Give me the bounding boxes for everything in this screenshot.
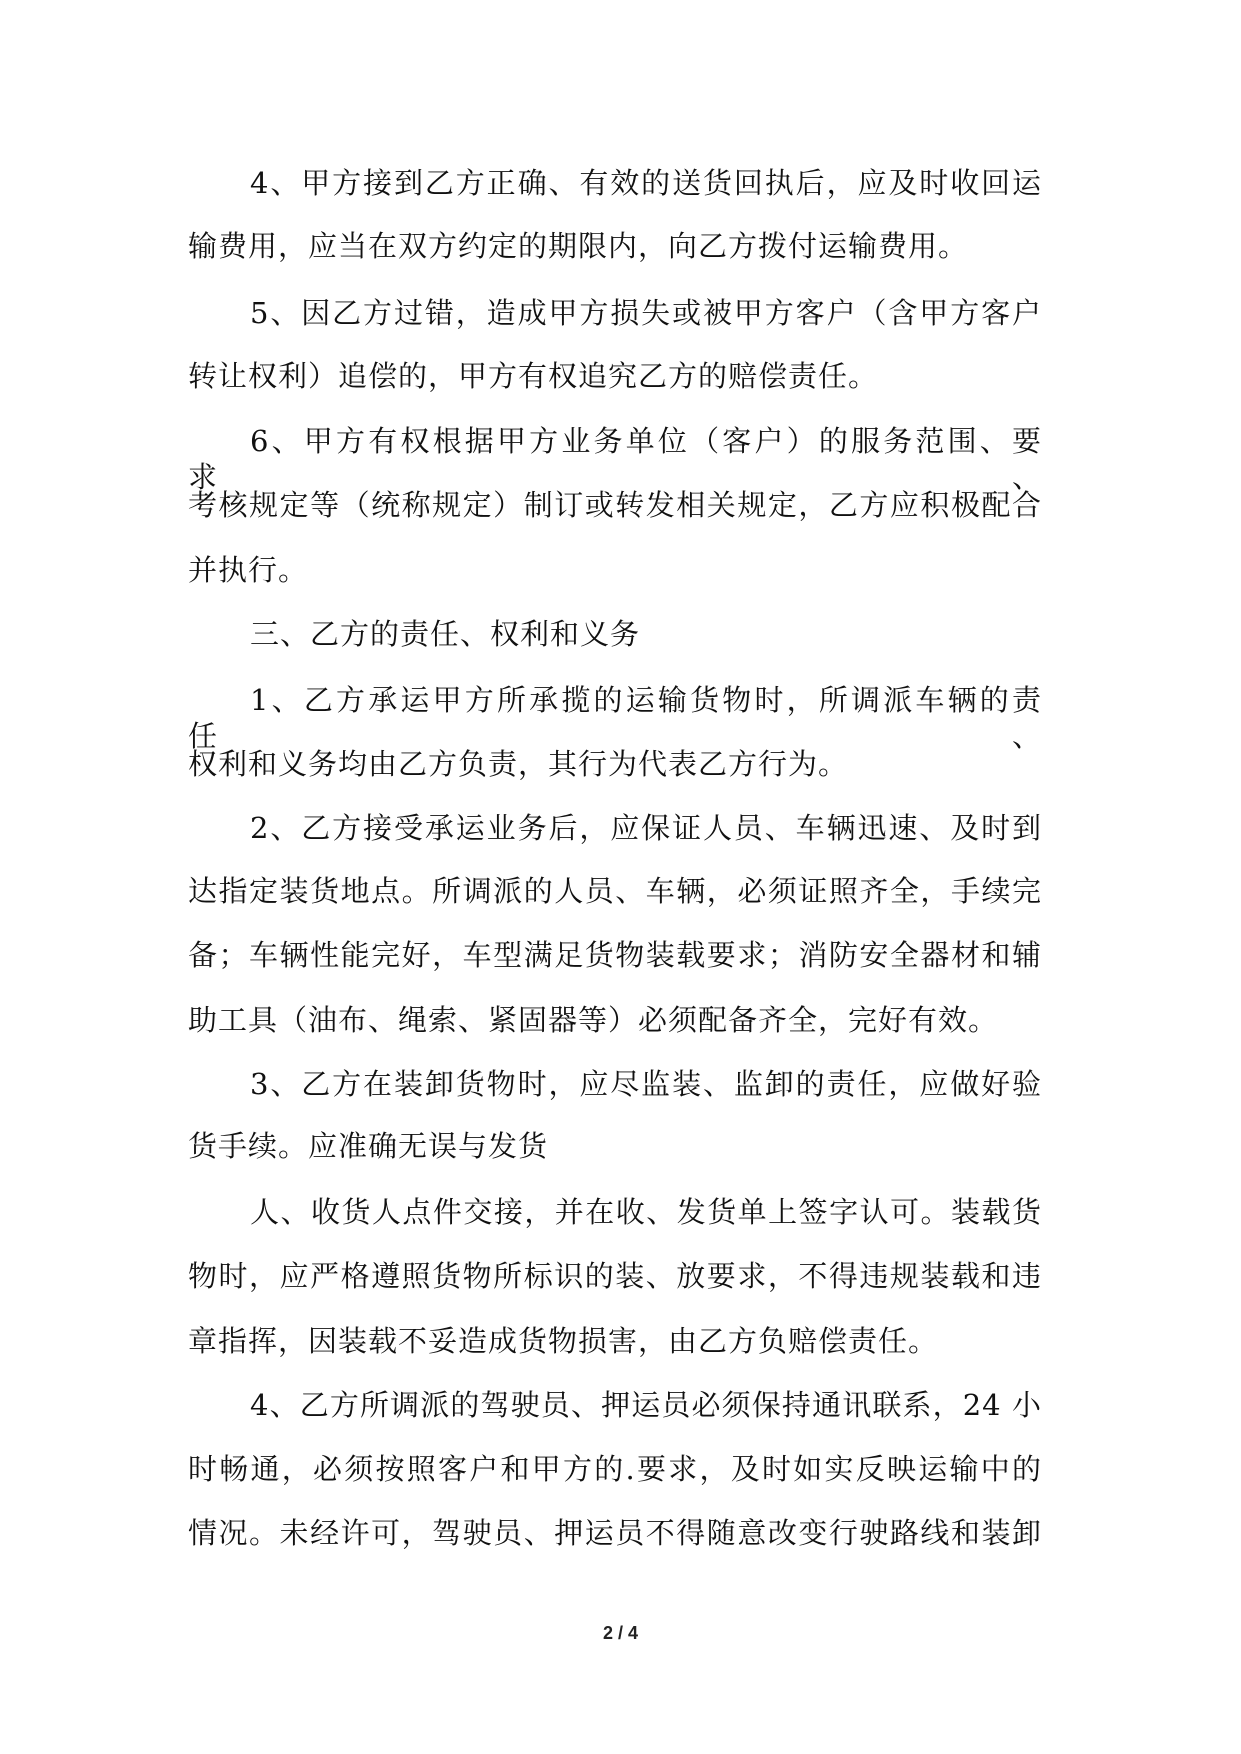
body-text-line: 备；车辆性能完好，车型满足货物装载要求；消防安全器材和辅: [188, 938, 1042, 972]
body-text-line: 转让权利）追偿的，甲方有权追究乙方的赔偿责任。: [188, 359, 879, 393]
body-text-line: 3、乙方在装卸货物时，应尽监装、监卸的责任，应做好验: [250, 1067, 1042, 1101]
body-text-line: 5、因乙方过错，造成甲方损失或被甲方客户（含甲方客户: [250, 296, 1042, 330]
body-text-line: 6、甲方有权根据甲方业务单位（客户）的服务范围、要求、: [188, 424, 1042, 494]
body-text-line: 输费用，应当在双方约定的期限内，向乙方拨付运输费用。: [188, 229, 969, 263]
body-text-line: 4、乙方所调派的驾驶员、押运员必须保持通讯联系，24 小: [250, 1388, 1042, 1422]
body-text-line: 章指挥，因装载不妥造成货物损害，由乙方负赔偿责任。: [188, 1324, 939, 1358]
body-text-line: 权利和义务均由乙方负责，其行为代表乙方行为。: [188, 747, 849, 781]
body-text-line: 时畅通，必须按照客户和甲方的.要求，及时如实反映运输中的: [188, 1452, 1042, 1486]
body-text-line: 考核规定等（统称规定）制订或转发相关规定，乙方应积极配合: [188, 488, 1042, 522]
body-text-line: 物时，应严格遵照货物所标识的装、放要求，不得违规装载和违: [188, 1259, 1042, 1293]
body-text-line: 2、乙方接受承运业务后，应保证人员、车辆迅速、及时到: [250, 811, 1042, 845]
body-text-line: 达指定装货地点。所调派的人员、车辆，必须证照齐全，手续完: [188, 874, 1042, 908]
body-text-line: 并执行。: [188, 553, 309, 587]
body-text-line: 4、甲方接到乙方正确、有效的送货回执后，应及时收回运: [250, 166, 1042, 200]
page-number: 2 / 4: [602, 1623, 639, 1643]
body-text-line: 助工具（油布、绳索、紧固器等）必须配备齐全，完好有效。: [188, 1003, 999, 1037]
body-text-line: 1、乙方承运甲方所承揽的运输货物时，所调派车辆的责任、: [188, 683, 1042, 753]
section-heading-text: 三、乙方的责任、权利和义务: [250, 617, 641, 651]
body-text-line: 货手续。应准确无误与发货: [188, 1129, 549, 1163]
body-text-line: 情况。未经许可，驾驶员、押运员不得随意改变行驶路线和装卸: [188, 1516, 1042, 1550]
body-text-line: 人、收货人点件交接，并在收、发货单上签字认可。装载货: [250, 1195, 1042, 1229]
